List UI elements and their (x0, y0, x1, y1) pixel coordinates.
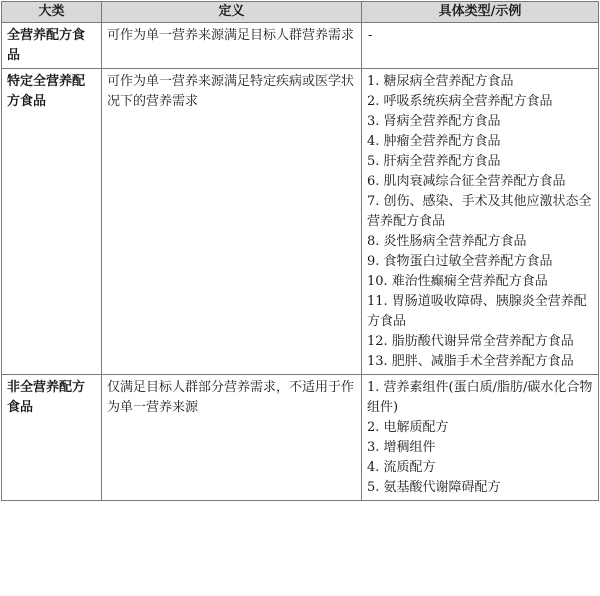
examples-cell (362, 69, 599, 375)
examples-list (367, 378, 593, 498)
table-row (2, 69, 599, 375)
definition-cell: 可作为单一营养来源满足特定疾病或医学状况下的营养需求 (102, 69, 362, 375)
food-category-table (1, 1, 599, 501)
header-examples: 具体类型/示例 (362, 2, 599, 23)
list-item: 13. 肥胖、减脂手术全营养配方食品 (367, 354, 574, 369)
table-row (2, 23, 599, 69)
list-item: 1. 营养素组件(蛋白质/脂肪/碳水化合物组件) (367, 380, 593, 415)
list-item: 10. 难治性癫痫全营养配方食品 (367, 274, 548, 289)
examples-cell (362, 23, 599, 69)
list-item: 5. 氨基酸代谢障碍配方 (367, 480, 501, 495)
list-item: 4. 肿瘤全营养配方食品 (367, 134, 501, 149)
examples-list (367, 72, 593, 372)
food-category-table-container (1, 1, 598, 594)
list-item: 2. 电解质配方 (367, 420, 449, 435)
empty-dash: - (368, 28, 373, 43)
category-cell: 全营养配方食品 (2, 23, 102, 69)
list-item: 9. 食物蛋白过敏全营养配方食品 (367, 254, 553, 269)
definition-cell: 仅满足目标人群部分营养需求，不适用于作为单一营养来源 (102, 375, 362, 501)
definition-cell: 可作为单一营养来源满足目标人群营养需求 (102, 23, 362, 69)
list-item: 3. 肾病全营养配方食品 (367, 114, 501, 129)
list-item: 6. 肌肉衰减综合征全营养配方食品 (367, 174, 566, 189)
list-item: 5. 肝病全营养配方食品 (367, 154, 501, 169)
list-item: 7. 创伤、感染、手术及其他应激状态全营养配方食品 (367, 194, 592, 229)
list-item: 8. 炎性肠病全营养配方食品 (367, 234, 527, 249)
category-cell: 特定全营养配方食品 (2, 69, 102, 375)
list-item: 4. 流质配方 (367, 460, 436, 475)
table-row (2, 375, 599, 501)
category-cell: 非全营养配方食品 (2, 375, 102, 501)
examples-cell (362, 375, 599, 501)
table-header-row (2, 2, 599, 23)
list-item: 3. 增稠组件 (367, 440, 436, 455)
header-definition: 定义 (102, 2, 362, 23)
list-item: 11. 胃肠道吸收障碍、胰腺炎全营养配方食品 (367, 294, 587, 329)
list-item: 12. 脂肪酸代谢异常全营养配方食品 (367, 334, 574, 349)
header-category: 大类 (2, 2, 102, 23)
list-item: 2. 呼吸系统疾病全营养配方食品 (367, 94, 553, 109)
list-item: 1. 糖尿病全营养配方食品 (367, 74, 514, 89)
